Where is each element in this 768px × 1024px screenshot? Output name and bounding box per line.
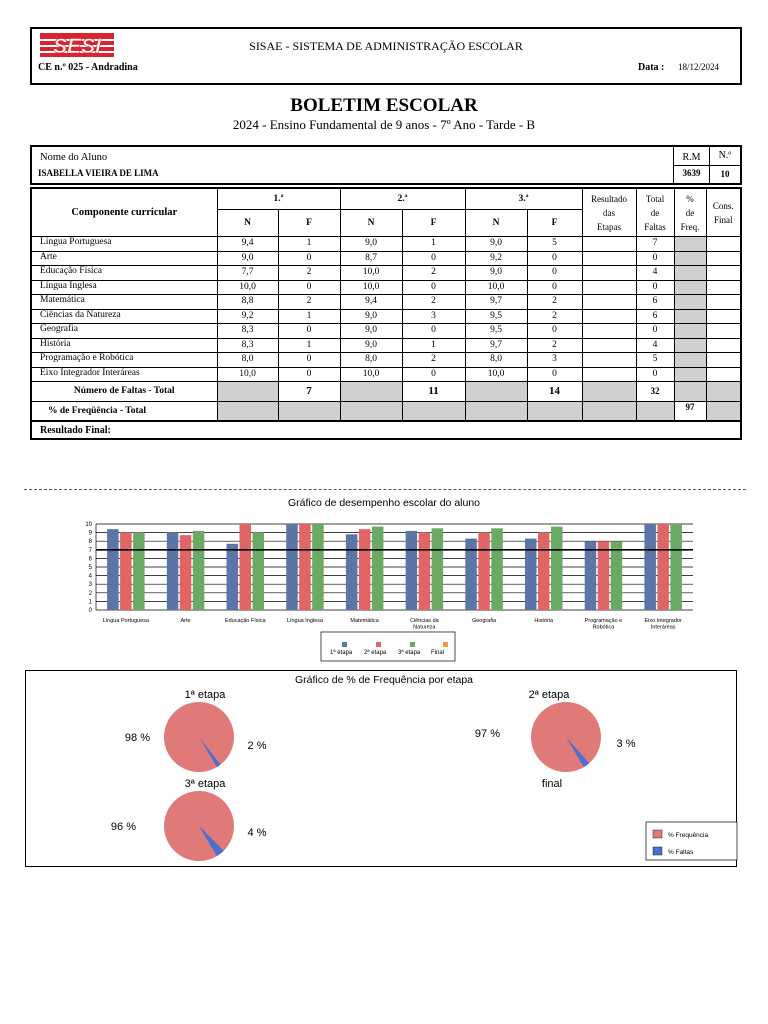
bar <box>657 524 669 610</box>
table-row <box>31 266 741 281</box>
f-header: F <box>402 210 465 237</box>
absence-f3: 0 <box>527 266 582 281</box>
x-tick-label: Robótica <box>592 624 615 631</box>
grade-n3: 10,0 <box>465 280 527 295</box>
x-tick-label: Língua Inglesa <box>286 618 323 624</box>
legend-swatch <box>653 847 662 855</box>
absence-f2: 1 <box>402 338 465 353</box>
y-tick-label: 2 <box>88 590 92 597</box>
grade-n2: 9,0 <box>340 324 402 339</box>
cons-final-cell <box>706 338 741 353</box>
freq-cell <box>674 266 706 281</box>
grade-n2: 9,0 <box>340 237 402 252</box>
subject-cell: Matemática <box>31 295 217 310</box>
grade-n1: 9,0 <box>217 251 278 266</box>
y-tick-label: 1 <box>88 599 92 606</box>
grade-n2: 9,4 <box>340 295 402 310</box>
x-tick-label: Geografia <box>471 618 497 624</box>
legend-swatch <box>443 642 448 647</box>
subject-cell: Língua Portuguesa <box>31 237 217 252</box>
legend-label: 3ª etapa <box>398 650 421 656</box>
grade-n3: 8,0 <box>465 353 527 368</box>
grade-n2: 9,0 <box>340 309 402 324</box>
bar <box>406 531 418 610</box>
freq-cell <box>674 338 706 353</box>
absence-f2: 0 <box>402 324 465 339</box>
pie-chart-title: Gráfico de % de Frequência por etapa <box>294 674 474 686</box>
grade-n1: 8,3 <box>217 324 278 339</box>
total-faltas-cell: 7 <box>636 237 674 252</box>
legend-label: 2ª etapa <box>364 650 387 656</box>
bar <box>611 541 623 610</box>
y-tick-label: 6 <box>88 556 92 563</box>
section-divider <box>24 489 746 490</box>
y-tick-label: 9 <box>88 530 92 537</box>
rm-value: 3639 <box>682 168 701 178</box>
resultado-cell <box>582 295 636 310</box>
freq-total-value: 97 <box>674 402 706 422</box>
total-faltas-cell: 6 <box>636 295 674 310</box>
freq-cell <box>674 353 706 368</box>
bar <box>491 528 503 610</box>
y-tick-label: 10 <box>85 522 92 528</box>
bar <box>538 533 550 610</box>
pie-faltas-label: 3 % <box>616 738 636 750</box>
x-tick-label: Eixo Integrador <box>644 618 682 624</box>
total-faltas-cell: 6 <box>636 309 674 324</box>
legend-swatch <box>410 642 415 647</box>
absence-f1: 1 <box>278 309 340 324</box>
pie-label: 1ª etapa <box>184 689 226 701</box>
f-header: F <box>527 210 582 237</box>
resultado-final-label: Resultado Final: <box>31 421 741 439</box>
bar <box>432 528 444 610</box>
date-label: Data : <box>638 62 665 73</box>
stage-2-header: 2.ª <box>340 188 465 210</box>
absence-f1: 1 <box>278 237 340 252</box>
n-header: N <box>217 210 278 237</box>
grade-n2: 10,0 <box>340 367 402 382</box>
cons-final-cell <box>706 280 741 295</box>
bar <box>240 524 252 610</box>
absence-f3: 0 <box>527 324 582 339</box>
pie-faltas-label: 4 % <box>247 827 267 839</box>
bar-chart-title: Gráfico de desempenho escolar do aluno <box>287 497 481 509</box>
chart-legend <box>321 632 455 661</box>
student-box <box>30 145 742 185</box>
total-faltas-cell: 0 <box>636 324 674 339</box>
bar <box>167 533 179 610</box>
subject-cell: Eixo Integrador Interáreas <box>31 367 217 382</box>
n-header: N <box>340 210 402 237</box>
table-row <box>31 309 741 324</box>
faltas-grand-total: 32 <box>636 382 674 402</box>
y-tick-label: 3 <box>88 582 92 589</box>
bar <box>312 524 324 610</box>
y-tick-label: 8 <box>88 539 92 546</box>
pie-label: 3ª etapa <box>184 778 226 790</box>
resultado-cell <box>582 338 636 353</box>
absence-f2: 0 <box>402 280 465 295</box>
header-box <box>30 27 742 85</box>
number-value: 10 <box>720 169 730 179</box>
bar <box>670 524 682 610</box>
f-header: F <box>278 210 340 237</box>
table-row <box>31 338 741 353</box>
bar <box>133 533 145 610</box>
table-row <box>31 237 741 252</box>
grade-n1: 9,2 <box>217 309 278 324</box>
table-row <box>31 353 741 368</box>
absence-f1: 0 <box>278 367 340 382</box>
absence-f2: 2 <box>402 353 465 368</box>
freq-cell <box>674 309 706 324</box>
stage-1-header: 1.ª <box>217 188 340 210</box>
x-tick-label: História <box>534 618 554 624</box>
absence-f1: 2 <box>278 295 340 310</box>
absence-f3: 2 <box>527 295 582 310</box>
cons-final-cell <box>706 251 741 266</box>
total-faltas-cell: 4 <box>636 338 674 353</box>
bar <box>253 533 265 610</box>
bar <box>644 524 656 610</box>
grade-n3: 9,5 <box>465 324 527 339</box>
freq-cell <box>674 367 706 382</box>
resultado-header: Resultado das Etapas <box>582 188 636 237</box>
x-tick-label: Arte <box>180 618 191 624</box>
grade-n2: 10,0 <box>340 280 402 295</box>
resultado-cell <box>582 237 636 252</box>
bar <box>180 535 192 610</box>
absence-f3: 0 <box>527 367 582 382</box>
absence-f1: 0 <box>278 353 340 368</box>
grade-n3: 9,0 <box>465 237 527 252</box>
cons-final-cell <box>706 367 741 382</box>
freq-cell <box>674 280 706 295</box>
resultado-cell <box>582 309 636 324</box>
bar <box>286 524 298 610</box>
subject-header: Componente curricular <box>31 188 217 237</box>
system-name: SISAE - SISTEMA DE ADMINISTRAÇÃO ESCOLAR <box>249 39 523 53</box>
pie-frequencia-label: 97 % <box>474 728 500 740</box>
resultado-cell <box>582 251 636 266</box>
legend-swatch <box>653 830 662 838</box>
x-tick-label: Educação Física <box>224 618 266 624</box>
bar <box>227 544 239 610</box>
freq-cell <box>674 295 706 310</box>
freq-cell <box>674 237 706 252</box>
bar <box>346 534 358 610</box>
subject-cell: Língua Inglesa <box>31 280 217 295</box>
bar <box>193 531 205 610</box>
bar <box>551 527 563 610</box>
report-subtitle: 2024 - Ensino Fundamental de 9 anos - 7º Ano - Tarde - B <box>232 117 536 132</box>
total-faltas-cell: 4 <box>636 266 674 281</box>
cons-final-cell <box>706 237 741 252</box>
subject-cell: Arte <box>31 251 217 266</box>
grade-n1: 7,7 <box>217 266 278 281</box>
bar <box>598 541 610 610</box>
absence-f2: 2 <box>402 266 465 281</box>
cons-final-cell <box>706 324 741 339</box>
pie-label: final <box>541 778 563 790</box>
bar <box>120 533 132 610</box>
resultado-cell <box>582 367 636 382</box>
absence-f3: 0 <box>527 280 582 295</box>
grade-n2: 8,7 <box>340 251 402 266</box>
legend-label: 1ª etapa <box>330 650 353 656</box>
resultado-cell <box>582 324 636 339</box>
grade-n1: 10,0 <box>217 367 278 382</box>
grades-table <box>30 187 742 440</box>
freq-cell <box>674 324 706 339</box>
total-faltas-cell: 0 <box>636 367 674 382</box>
total-faltas-cell: 5 <box>636 353 674 368</box>
grade-n2: 8,0 <box>340 353 402 368</box>
performance-bar-chart <box>0 515 768 665</box>
cons-final-cell <box>706 266 741 281</box>
table-row <box>31 367 741 382</box>
bar <box>372 527 384 610</box>
grade-n3: 9,7 <box>465 338 527 353</box>
absence-f2: 0 <box>402 251 465 266</box>
subject-cell: Geografia <box>31 324 217 339</box>
grade-n3: 9,5 <box>465 309 527 324</box>
y-tick-label: 0 <box>88 608 92 614</box>
school-name: CE n.º 025 - Andradina <box>38 62 138 73</box>
resultado-cell <box>582 280 636 295</box>
legend-swatch <box>342 642 347 647</box>
bar <box>419 533 431 610</box>
grade-n1: 8,8 <box>217 295 278 310</box>
faltas-total-stage-1: 7 <box>278 382 340 402</box>
number-label: N.º <box>718 150 732 161</box>
cons-final-header: Cons. Final <box>706 188 741 237</box>
total-faltas-header: Total de Faltas <box>636 188 674 237</box>
y-tick-label: 5 <box>88 565 92 571</box>
grade-n3: 9,0 <box>465 266 527 281</box>
y-tick-label: 7 <box>88 547 92 554</box>
x-tick-label: Programação e <box>584 618 623 624</box>
absence-f2: 2 <box>402 295 465 310</box>
legend-label: % Faltas <box>668 849 694 856</box>
subject-cell: Ciências da Natureza <box>31 309 217 324</box>
grade-n1: 9,4 <box>217 237 278 252</box>
subject-cell: Programação e Robótica <box>31 353 217 368</box>
report-title: BOLETIM ESCOLAR <box>290 95 478 116</box>
pie-frequencia-label: 96 % <box>110 821 136 833</box>
absence-f1: 0 <box>278 280 340 295</box>
absence-f1: 0 <box>278 251 340 266</box>
bar <box>359 529 371 610</box>
absence-f1: 1 <box>278 338 340 353</box>
freq-cell <box>674 251 706 266</box>
grade-n1: 8,3 <box>217 338 278 353</box>
absence-f3: 2 <box>527 338 582 353</box>
absence-f3: 3 <box>527 353 582 368</box>
grade-n1: 8,0 <box>217 353 278 368</box>
y-tick-label: 4 <box>88 573 92 580</box>
resultado-cell <box>582 266 636 281</box>
cons-final-cell <box>706 309 741 324</box>
bar <box>478 533 490 610</box>
x-tick-label: Língua Portuguesa <box>102 618 150 624</box>
absence-f2: 3 <box>402 309 465 324</box>
absence-f3: 2 <box>527 309 582 324</box>
freq-header: % de Freq. <box>674 188 706 237</box>
grade-n2: 9,0 <box>340 338 402 353</box>
faltas-total-label: Número de Faltas - Total <box>31 382 217 402</box>
x-tick-label: Interáreas <box>650 624 676 631</box>
date-value: 18/12/2024 <box>678 62 720 72</box>
bar <box>107 529 119 610</box>
faltas-total-stage-2: 11 <box>402 382 465 402</box>
x-tick-label: Matemática <box>350 618 379 624</box>
stage-3-header: 3.ª <box>465 188 582 210</box>
table-row <box>31 251 741 266</box>
absence-f1: 0 <box>278 324 340 339</box>
pie-faltas-label: 2 % <box>247 740 267 752</box>
svg-text:SESI: SESI <box>53 35 101 57</box>
grade-n3: 9,2 <box>465 251 527 266</box>
grade-n3: 9,7 <box>465 295 527 310</box>
n-header: N <box>465 210 527 237</box>
table-row <box>31 280 741 295</box>
absence-f3: 5 <box>527 237 582 252</box>
legend-label: Final <box>431 650 445 656</box>
total-faltas-cell: 0 <box>636 280 674 295</box>
bar <box>299 524 311 610</box>
rm-label: R.M <box>682 152 701 163</box>
student-name: ISABELLA VIEIRA DE LIMA <box>38 168 159 178</box>
table-row <box>31 324 741 339</box>
grade-n2: 10,0 <box>340 266 402 281</box>
x-tick-label: Ciências da <box>409 618 439 624</box>
cons-final-cell <box>706 353 741 368</box>
student-name-label: Nome do Aluno <box>40 152 108 163</box>
frequency-pie-charts <box>0 680 768 865</box>
absence-f1: 2 <box>278 266 340 281</box>
grade-n1: 10,0 <box>217 280 278 295</box>
x-tick-label: Natureza <box>413 624 436 631</box>
absence-f2: 0 <box>402 367 465 382</box>
legend-swatch <box>376 642 381 647</box>
absence-f3: 0 <box>527 251 582 266</box>
subject-cell: História <box>31 338 217 353</box>
absence-f2: 1 <box>402 237 465 252</box>
faltas-total-stage-3: 14 <box>527 382 582 402</box>
freq-total-label: % de Freqüência - Total <box>31 402 217 422</box>
pie-label: 2ª etapa <box>528 689 570 701</box>
subject-cell: Educação Física <box>31 266 217 281</box>
table-row <box>31 295 741 310</box>
cons-final-cell <box>706 295 741 310</box>
bar <box>585 541 597 610</box>
total-faltas-cell: 0 <box>636 251 674 266</box>
resultado-cell <box>582 353 636 368</box>
pie-frequencia-label: 98 % <box>124 732 150 744</box>
legend-label: % Frequência <box>668 832 709 839</box>
grade-n3: 10,0 <box>465 367 527 382</box>
